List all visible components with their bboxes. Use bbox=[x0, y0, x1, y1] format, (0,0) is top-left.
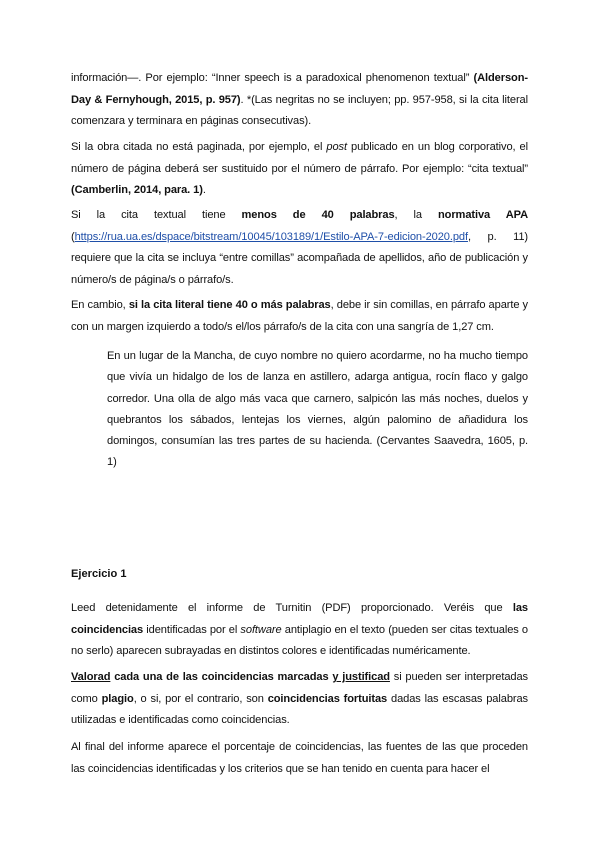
exercise-heading: Ejercicio 1 bbox=[71, 568, 127, 580]
assessment-paragraph bbox=[71, 667, 528, 732]
bold-term: menos de 40 palabras bbox=[241, 209, 395, 221]
text-run: si pueden ser interpretadas como bbox=[71, 671, 529, 705]
bold-term: plagio bbox=[101, 692, 134, 705]
text-run: antiplagio en el texto (pueden ser citas textuales o no serlo) aparecen subrayadas en distintos colores e identificadas numéricamente. bbox=[71, 623, 528, 657]
text-run: identificadas por el bbox=[143, 623, 241, 636]
unpaginated-paragraph bbox=[71, 137, 528, 202]
text-run: ( bbox=[71, 230, 75, 243]
bold-term: las coincidencias bbox=[71, 602, 528, 636]
text-run: , o si, por el contrario, son bbox=[133, 692, 268, 705]
long-quote-paragraph bbox=[71, 295, 528, 338]
citation-example-paragraph bbox=[71, 68, 528, 133]
text-run: Leed detenidamente el informe de Turnitin (PDF) proporcionado. Veréis que bbox=[71, 602, 513, 614]
citation-bold: (Alderson-Day & Fernyhough, 2015, p. 957) bbox=[71, 72, 528, 106]
bold-term: si la cita literal tiene 40 o más palabras bbox=[128, 299, 331, 311]
text-run: . bbox=[202, 184, 206, 196]
bold-term: normativa APA bbox=[437, 209, 528, 221]
text-run: publicado en un blog corporativo, el número de página deberá ser sustituido por el número de párrafo. Por ejemplo: “cita textual” bbox=[71, 141, 528, 175]
text-run: dadas las escasas palabras utilizadas e identificadas como coincidencias. bbox=[71, 692, 528, 726]
text-run: Si la cita textual tiene bbox=[71, 209, 242, 221]
bold-term: coincidencias fortuitas bbox=[267, 692, 388, 705]
short-quote-paragraph bbox=[71, 205, 528, 291]
instructions-paragraph bbox=[71, 598, 528, 663]
bold-term: cada una de las coincidencias marcadas bbox=[110, 671, 333, 683]
apa-guide-link[interactable]: https://rua.ua.es/dspace/bitstream/10045/103189/1/Estilo-APA-7-edicion-2020.pdf bbox=[74, 230, 468, 243]
citation-bold: (Camberlin, 2014, para. 1) bbox=[71, 184, 203, 196]
text-run: , la bbox=[394, 209, 438, 221]
block-quote: En un lugar de la Mancha, de cuyo nombre no quiero acordarme, no ha mucho tiempo que vivía un hidalgo de los de lanza en astillero, adarga antigua, rocín flaco y galgo corredor. Una olla de algo más vaca que carnero, salpicón las más noches, duelos y quebrantos los sábados, lentejas los viernes, algún palomino de añadidura los domingos, consumían las tres partes de su hacienda. (Cervantes Saavedra, 1605, p. 1) bbox=[107, 350, 528, 469]
text-run: En cambio, bbox=[71, 299, 129, 311]
text-run: , debe ir sin comillas, en párrafo aparte y con un margen izquierdo a todo/s el/los párrafo/s de la cita con una sangría de 1,27 cm. bbox=[71, 299, 529, 333]
italic-term: software bbox=[240, 623, 282, 636]
final-paragraph: Al final del informe aparece el porcentaje de coincidencias, las fuentes de las que proceden las coincidencias identificadas y los criterios que se han tenido en cuenta para hacer el bbox=[71, 741, 528, 775]
italic-term: post bbox=[326, 141, 347, 153]
text-run: Si la obra citada no está paginada, por ejemplo, el bbox=[71, 141, 327, 153]
bold-underlined-term: y justificad bbox=[332, 671, 390, 683]
text-run: , p. 11) requiere que la cita se incluya “entre comillas” acompañada de apellidos, año de publicación y número/s de página/s o párrafo/s. bbox=[71, 230, 528, 286]
text-run: información—. Por ejemplo: “Inner speech is a paradoxical phenomenon textual” bbox=[71, 72, 474, 84]
bold-underlined-term: Valorad bbox=[71, 671, 111, 683]
text-run: . *(Las negritas no se incluyen; pp. 957-958, si la cita literal comenzara y terminara en páginas consecutivas). bbox=[71, 93, 528, 127]
